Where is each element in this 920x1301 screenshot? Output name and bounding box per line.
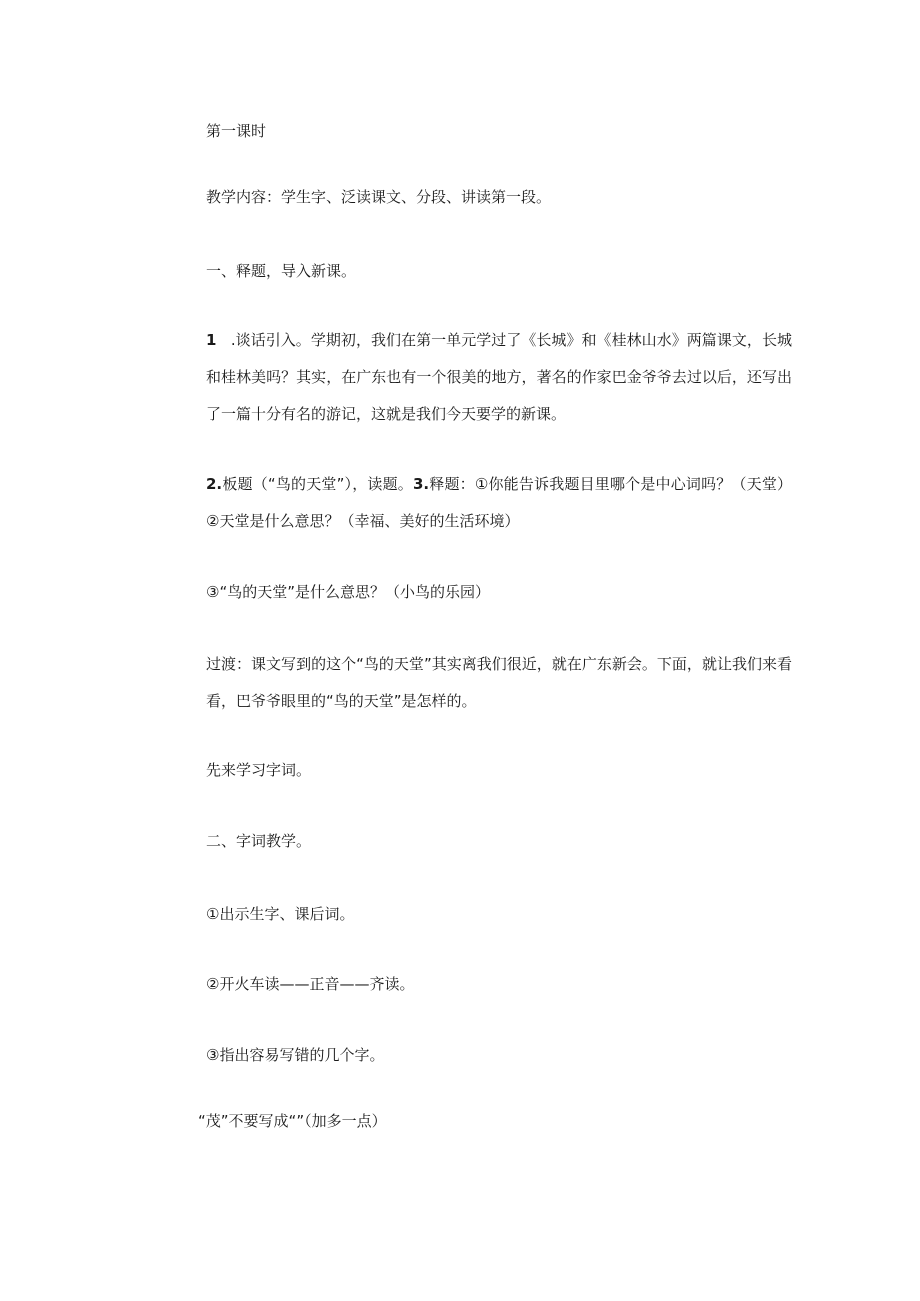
item-1-paragraph — [206, 322, 792, 433]
step-2: ②开火车读——正音——齐读。 — [206, 975, 415, 993]
step-3: ③指出容易写错的几个字。 — [206, 1046, 385, 1064]
learn-words-line: 先来学习字词。 — [206, 761, 312, 779]
step-1: ①出示生字、课后词。 — [206, 905, 355, 923]
lesson-heading: 第一课时 — [206, 122, 267, 140]
item-1-text: .谈话引入。学期初，我们在第一单元学过了《长城》和《桂林山水》两篇课文，长城和桂林美吗？其实，在广东也有一个很美的地方，著名的作家巴金爷爷去过以后，还写出了一篇十分有名的游记，这就是我们今天要学的新课。 — [206, 331, 792, 423]
item-2-text: 板题（“鸟的天堂”），读题。 — [222, 475, 413, 493]
teaching-content: 教学内容：学生字、泛读课文、分段、讲读第一段。 — [206, 188, 552, 206]
section-2-title: 二、字词教学。 — [206, 832, 312, 850]
section-1-title: 一、释题，导入新课。 — [206, 262, 357, 280]
item-1-number: 1 — [206, 331, 217, 349]
item-2-paragraph — [206, 466, 792, 540]
item-2-number: 2. — [206, 475, 223, 493]
note-mao: “茂”不要写成“”（加多一点） — [198, 1112, 387, 1130]
question-3: ③“鸟的天堂”是什么意思？（小鸟的乐园） — [206, 583, 490, 601]
transition-paragraph: 过渡：课文写到的这个“鸟的天堂”其实离我们很近，就在广东新会。下面，就让我们来看看，巴爷爷眼里的“鸟的天堂”是怎样的。 — [206, 655, 792, 710]
item-3-number: 3. — [412, 475, 430, 493]
item-3-text: 释题：①你能告诉我题目里哪个是中心词吗？（天堂）②天堂是什么意思？（幸福、美好的生活环境） — [206, 475, 793, 530]
